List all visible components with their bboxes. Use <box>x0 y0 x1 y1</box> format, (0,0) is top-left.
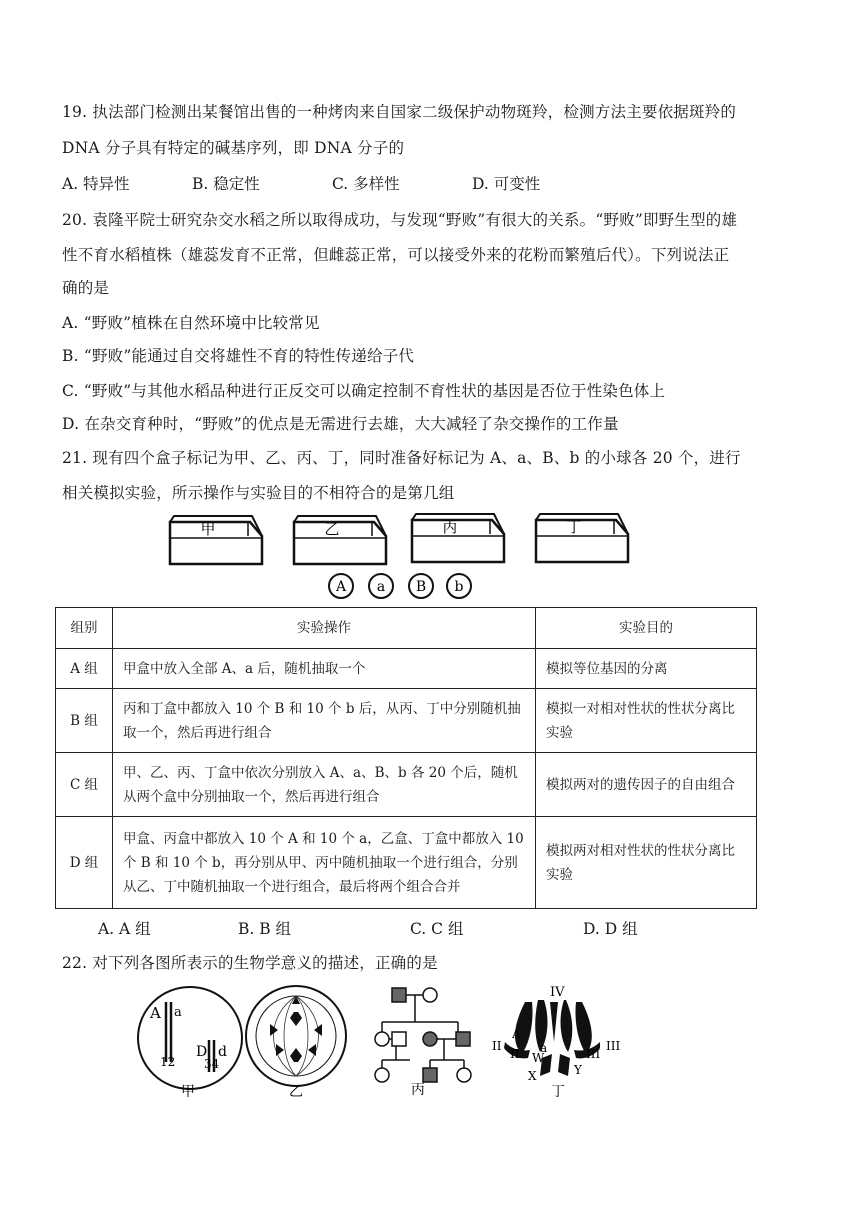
q21-option-d[interactable]: D. D 组 <box>583 920 638 938</box>
table-header-group: 组别 <box>56 608 113 649</box>
fig-ding-label-A: A <box>512 1027 521 1041</box>
q19-option-b[interactable]: B. 稳定性 <box>192 175 260 193</box>
table-cell-operation: 甲盒、丙盒中都放入 10 个 A 和 10 个 a，乙盒、丁盒中都放入 10 个 B 和 10 个 b，再分别从甲、丙中随机抽取一个进行组合，分别从乙、丁中随机抽取一个进行组合，最后将两个组合合并 <box>113 817 536 909</box>
ball-A-icon <box>329 574 353 598</box>
box-bing-icon <box>412 514 504 562</box>
q21-option-c[interactable]: C. C 组 <box>410 920 464 938</box>
q21-stem-line1: 21. 现有四个盒子标记为甲、乙、丙、丁，同时准备好标记为 A、a、B、b 的小球各 20 个，进行 <box>62 449 741 467</box>
experiment-table <box>55 607 757 909</box>
q20-stem-line2: 性不育水稻植株（雄蕊发育不正常，但雌蕊正常，可以接受外来的花粉而繁殖后代）。下列说法正 <box>62 246 730 264</box>
table-cell-operation: 甲、乙、丙、丁盒中依次分别放入 A、a、B、b 各 20 个后，随机从两个盒中分别抽取一个，然后再进行组合 <box>113 753 536 817</box>
fig-jia-label-12: 12 <box>160 1055 176 1069</box>
q22-stem: 22. 对下列各图所表示的生物学意义的描述，正确的是 <box>62 954 438 972</box>
fig-jia-label-a: a <box>174 1005 182 1020</box>
fig-yi-caption: 乙 <box>289 1084 303 1100</box>
q20-stem-line1: 20. 袁隆平院士研究杂交水稻之所以取得成功，与发现“野败”有很大的关系。“野败”即野生型的雄 <box>62 211 738 229</box>
box-bing-label: 丙 <box>442 518 458 536</box>
ball-A-label: A <box>335 579 347 595</box>
q21-stem-line2: 相关模拟实验，所示操作与实验目的不相符合的是第几组 <box>62 484 455 502</box>
q19-option-d[interactable]: D. 可变性 <box>472 175 541 193</box>
ball-b-label: b <box>454 579 464 595</box>
ball-b-icon <box>447 574 471 598</box>
box-ding-icon <box>536 514 628 562</box>
fig-ding-label-X: X <box>528 1069 537 1083</box>
fig-yi-cell-icon <box>246 986 346 1086</box>
ball-a-icon <box>369 574 393 598</box>
table-cell-group: A 组 <box>56 649 113 689</box>
fig-jia-label-A: A <box>150 1004 161 1022</box>
table-cell-goal: 模拟一对相对性状的性状分离比实验 <box>536 689 757 753</box>
fig-jia-caption: 甲 <box>181 1084 195 1100</box>
table-header-row <box>56 608 757 649</box>
table-cell-goal: 模拟等位基因的分离 <box>536 649 757 689</box>
q19-option-c[interactable]: C. 多样性 <box>332 175 400 193</box>
fig-bing-caption: 丙 <box>411 1082 425 1098</box>
fig-ding-label-IV: IV <box>550 985 565 1000</box>
table-row <box>56 753 757 817</box>
q21-options <box>98 917 698 939</box>
q22-figures <box>130 982 670 1102</box>
fig-ding-label-III-inner: III <box>586 1047 601 1061</box>
fig-ding-label-W: W <box>532 1051 545 1065</box>
box-ding-label: 丁 <box>566 518 582 536</box>
boxes-figure <box>160 508 640 608</box>
table-cell-group: D 组 <box>56 817 113 909</box>
fig-ding-caption: 丁 <box>551 1084 565 1100</box>
q20-stem-line3: 确的是 <box>62 279 110 297</box>
fig-ding-label-III-right: III <box>606 1039 621 1053</box>
fig-jia-label-D: D <box>196 1044 208 1060</box>
fig-jia-cell-icon <box>138 987 242 1089</box>
q20-option-c[interactable]: C. “野败”与其他水稻品种进行正反交可以确定控制不育性状的基因是否位于性染色体上 <box>62 382 666 400</box>
q19-stem-line1: 19. 执法部门检测出某餐馆出售的一种烤肉来自国家二级保护动物斑羚，检测方法主要依据斑羚的 <box>62 103 737 121</box>
q19-stem-line2: DNA 分子具有特定的碱基序列，即 DNA 分子的 <box>62 139 405 157</box>
table-cell-goal: 模拟两对相对性状的性状分离比实验 <box>536 817 757 909</box>
q21-option-a[interactable]: A. A 组 <box>98 920 151 938</box>
fig-jia-label-d: d <box>218 1044 227 1060</box>
box-jia-icon <box>170 516 262 564</box>
table-row <box>56 649 757 689</box>
fig-bing-pedigree-icon <box>375 988 471 1082</box>
q19-options <box>62 172 662 194</box>
ball-B-label: B <box>415 579 427 595</box>
fig-ding-label-a: a <box>540 1041 548 1055</box>
table-header-goal: 实验目的 <box>536 608 757 649</box>
q20-option-a[interactable]: A. “野败”植株在自然环境中比较常见 <box>62 314 320 332</box>
q20-option-d[interactable]: D. 在杂交育种时，“野败”的优点是无需进行去雄，大大减轻了杂交操作的工作量 <box>62 415 619 433</box>
ball-B-icon <box>409 574 433 598</box>
table-cell-goal: 模拟两对的遗传因子的自由组合 <box>536 753 757 817</box>
box-yi-icon <box>294 516 386 564</box>
q21-option-b[interactable]: B. B 组 <box>238 920 292 938</box>
box-yi-label: 乙 <box>324 520 340 538</box>
q19-option-a[interactable]: A. 特异性 <box>62 175 130 193</box>
table-row <box>56 817 757 909</box>
fig-ding-label-II-left: II <box>492 1039 502 1053</box>
q20-option-b[interactable]: B. “野败”能通过自交将雄性不育的特性传递给子代 <box>62 347 415 365</box>
table-cell-group: B 组 <box>56 689 113 753</box>
fig-ding-label-II-inner: II <box>510 1047 520 1061</box>
box-jia-label: 甲 <box>200 520 216 538</box>
table-row <box>56 689 757 753</box>
ball-a-label: a <box>376 579 386 595</box>
fig-jia-label-34: 34 <box>204 1057 220 1071</box>
table-cell-operation: 甲盒中放入全部 A、a 后，随机抽取一个 <box>113 649 536 689</box>
table-cell-group: C 组 <box>56 753 113 817</box>
fig-ding-chromosomes-icon <box>492 985 620 1083</box>
fig-ding-label-Y: Y <box>574 1063 582 1077</box>
table-cell-operation: 丙和丁盒中都放入 10 个 B 和 10 个 b 后，从丙、丁中分别随机抽取一个，然后再进行组合 <box>113 689 536 753</box>
table-header-operation: 实验操作 <box>113 608 536 649</box>
